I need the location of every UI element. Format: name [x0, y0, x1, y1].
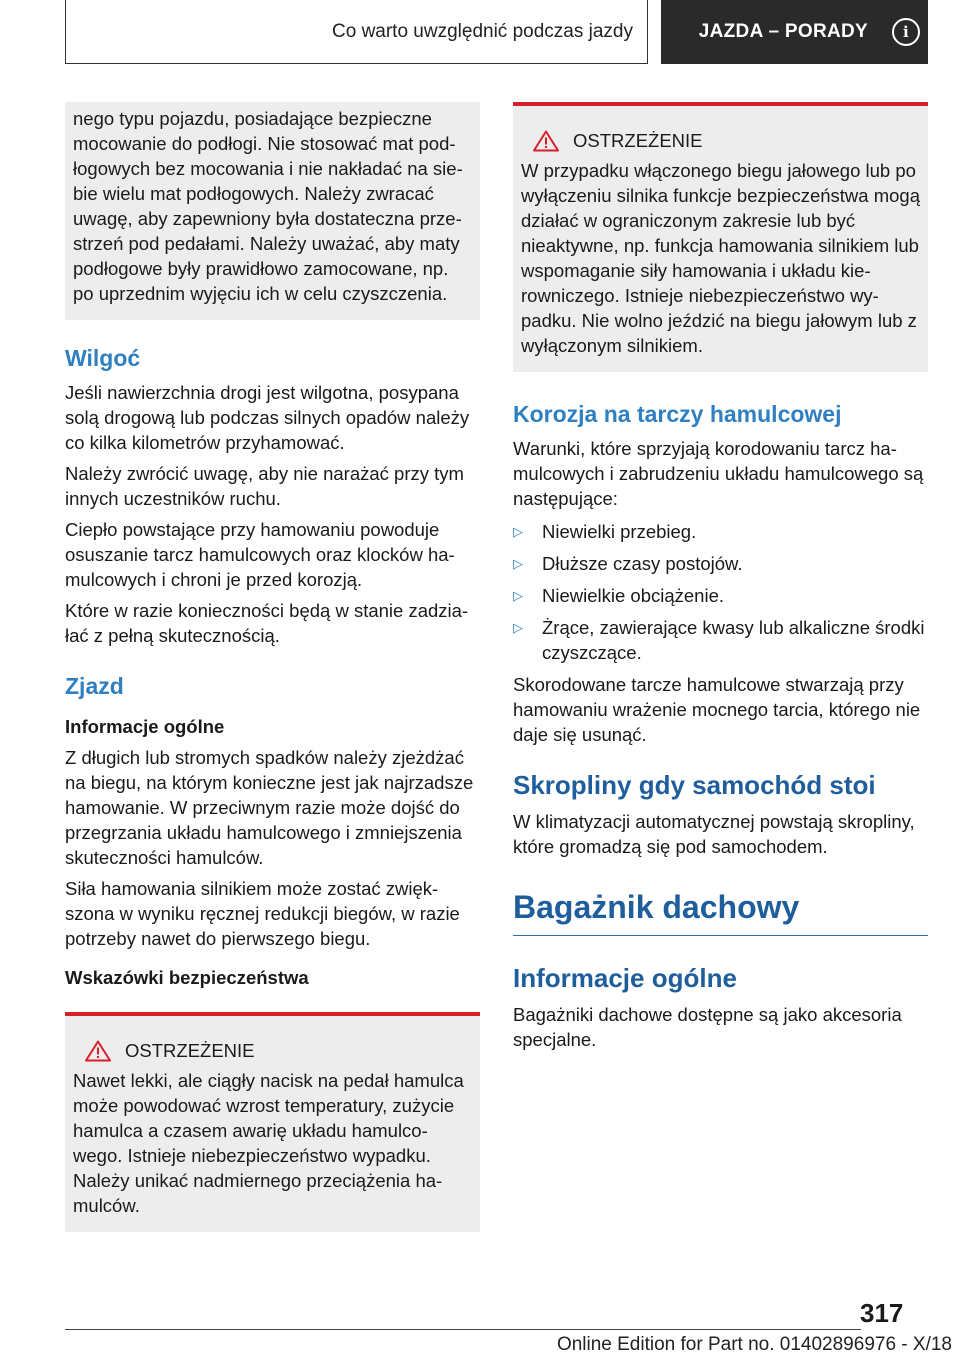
list-item: ▷ Dłuższe czasy postojów. [513, 553, 743, 574]
korozja-conditions-list [513, 519, 928, 665]
warning-text: Nawet lekki, ale ciągły nacisk na pedał hamulca może powodować wzrost temperatury, zużycie hamulca a czasem awarię układu hamulco-wego. Istnieje niebezpieczeństwo wypadku. Należy unikać nadmiernego przeciążenia ha-mulców. [73, 1070, 464, 1216]
info-icon: i [892, 18, 920, 46]
warning-text: W przypadku włączonego biegu jałowego lub po wyłączeniu silnika funkcje bezpieczeństwa mogą działać w ograniczonym zakresie lub być nieaktywne, np. funkcja hamowania silnikiem lub wspomaganie siły hamowania i układu kie-rowniczego. Istnieje niebezpieczeństwo wy-padku. Nie wolno jeździć na biegu jałowym lub z wyłączonym silnikiem. [521, 160, 920, 356]
korozja-outro: Skorodowane tarcze hamulcowe stwarzają przy hamowaniu wrażenie mocnego tarcia, którego nie daje się usunąć. [513, 674, 921, 745]
warning-triangle-icon [85, 1040, 111, 1062]
page-number: 317 [860, 1298, 904, 1328]
heading-wilgoc: Wilgoć [65, 345, 141, 371]
wilgoc-paragraph-1: Jeśli nawierzchnia drogi jest wilgotna, posypana solą drogową lub podczas silnych opadów należy co kilka kilometrów przyhamować. [65, 382, 470, 453]
bagaznik-info-text: Bagażniki dachowe dostępne są jako akcesoria specjalne. [513, 1004, 902, 1050]
korozja-intro: Warunki, które sprzyjają korodowaniu tarcz ha-mulcowych i zabrudzeniu układu hamulcowego są następujące: [513, 438, 924, 509]
warning-label: OSTRZEŻENIE [125, 1040, 255, 1061]
wilgoc-paragraph-2: Należy zwrócić uwagę, aby nie narażać przy tym innych uczestników ruchu. [65, 463, 464, 509]
warning-triangle-icon [533, 130, 559, 152]
heading-zjazd: Zjazd [65, 673, 124, 699]
warning-box-idle [513, 102, 928, 372]
zjazd-paragraph-2: Siła hamowania silnikiem może zostać zwięk-szona w wyniku ręcznej redukcji biegów, w razie potrzeby nawet do pierwszego biegu. [65, 878, 460, 949]
warning-label: OSTRZEŻENIE [573, 130, 703, 151]
triangle-bullet-icon: ▷ [513, 524, 523, 539]
zjazd-paragraph-1: Z długich lub stromych spadków należy zjeżdżać na biegu, na którym konieczne jest jak najrzadsze hamowanie. W przeciwnym razie może dojść do przegrzania układu hamulcowego i zmniejszenia skuteczności hamulców. [65, 747, 474, 868]
heading-korozja: Korozja na tarczy hamulcowej [513, 401, 842, 427]
right-column [513, 102, 928, 1058]
left-column [65, 102, 480, 1256]
chapter-title-tab [661, 0, 928, 64]
wilgoc-paragraph-3: Ciepło powstające przy hamowaniu powoduje osuszanie tarcz hamulcowych oraz klocków ha-mulcowych i chroni je przed korozją. [65, 519, 455, 590]
heading-skropliny: Skropliny gdy samochód stoi [513, 770, 876, 800]
heading-informacje-ogolne: Informacje ogólne [65, 716, 225, 737]
wilgoc-paragraph-4: Które w razie konieczności będą w stanie zadzia-łać z pełną skutecznością. [65, 600, 469, 646]
warning-title [521, 130, 920, 152]
triangle-bullet-icon: ▷ [513, 556, 523, 571]
heading-safety: Wskazówki bezpieczeństwa [65, 967, 309, 988]
chapter-heading-bagaznik: Bagażnik dachowy [513, 889, 928, 936]
page-header [65, 0, 928, 64]
list-item: ▷ Niewielkie obciążenie. [513, 585, 725, 606]
triangle-bullet-icon: ▷ [513, 588, 523, 603]
warning-box-brakes [65, 1012, 480, 1232]
section-title: Co warto uwzględnić podczas jazdy [332, 20, 633, 42]
warning-title [73, 1040, 472, 1062]
list-item: ▷ Niewielki przebieg. [513, 521, 697, 542]
triangle-bullet-icon: ▷ [513, 620, 523, 635]
skropliny-text: W klimatyzacji automatycznej powstają skropliny, które gromadzą się pod samochodem. [513, 811, 915, 857]
floor-mat-note-text: nego typu pojazdu, posiadające bezpieczne mocowanie do podłogi. Nie stosować mat pod-łogowych bez mocowania i nie nakładać na sie-bie wielu mat podłogowych. Należy zwracać uwagę, aby zapewniony była dostateczna prze-strzeń pod pedałami. Należy uważać, aby maty podłogowe były prawidłowo zamocowane, np. po uprzednim wyjęciu ich w celu czyszczenia. [73, 108, 463, 304]
floor-mat-note-box [65, 102, 480, 320]
chapter-title: JAZDA – PORADY [698, 21, 868, 42]
section-title-tab [65, 0, 648, 64]
heading-informacje-ogolne: Informacje ogólne [513, 963, 737, 993]
footer-edition: Online Edition for Part no. 01402896976 - X/18 [556, 1334, 952, 1355]
footer-divider [65, 1329, 861, 1330]
list-item: ▷ Żrące, zawierające kwasy lub alkaliczne środki czyszczące. [513, 617, 925, 663]
